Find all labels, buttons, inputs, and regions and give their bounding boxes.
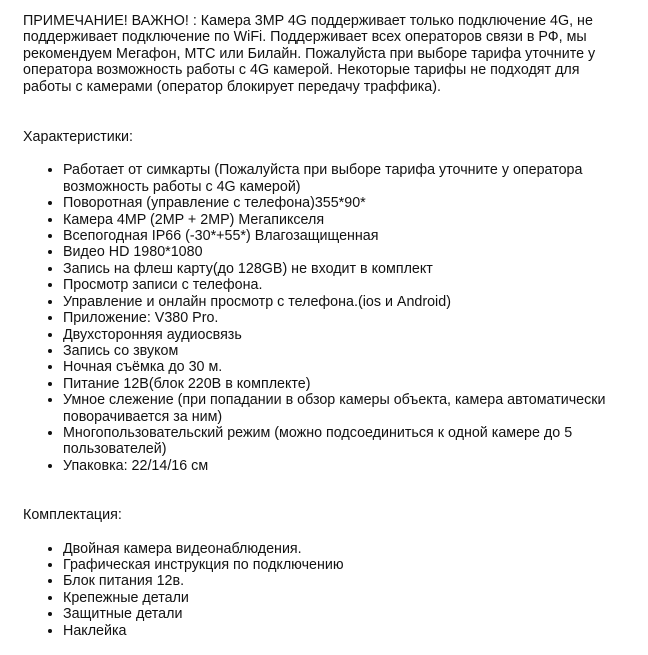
spec-item: • Приложение: V380 Pro. (63, 310, 608, 326)
kit-item: • Блок питания 12в. (63, 573, 608, 589)
spec-item: • Просмотр записи с телефона. (63, 277, 608, 293)
spec-item: • Работает от симкарты (Пожалуйста при выборе тарифа уточните у оператора возможность работы с 4G камерой) (63, 162, 608, 195)
specs-heading: Характеристики: (23, 129, 133, 146)
spec-item: • Всепогодная IP66 (-30*+55*) Влагозащищенная (63, 228, 608, 244)
spec-item: • Камера 4MP (2MP + 2MP) Мегапикселя (63, 212, 608, 228)
kit-item: • Двойная камера видеонаблюдения. (63, 541, 608, 557)
kit-heading: Комплектация: (23, 507, 122, 524)
spec-item: • Видео HD 1980*1080 (63, 244, 608, 260)
spec-item: • Упаковка: 22/14/16 см (63, 458, 608, 474)
kit-item: • Крепежные детали (63, 590, 608, 606)
kit-item: • Наклейка (63, 623, 608, 639)
spec-item: • Поворотная (управление с телефона)355*90* (63, 195, 608, 211)
spec-item: • Многопользовательский режим (можно подсоединиться к одной камере до 5 пользователей) (63, 425, 608, 458)
kit-item: • Защитные детали (63, 606, 608, 622)
kit-list (23, 541, 608, 639)
important-note: ПРИМЕЧАНИЕ! ВАЖНО! : Камера 3MP 4G поддерживает только подключение 4G, не поддерживает подключение по WiFi. Поддерживает всех операторов связи в РФ, мы рекомендуем Мегафон, МТС или Билайн. Пожалуйста при выборе тарифа уточните у оператора возможность работы с 4G камерой. Некоторые тарифы не подходят для работы с камерами (оператор блокирует передачу траффика). (23, 13, 596, 95)
spec-item: • Двухсторонняя аудиосвязь (63, 327, 608, 343)
spec-item: • Ночная съёмка до 30 м. (63, 359, 608, 375)
spec-item: • Запись со звуком (63, 343, 608, 359)
kit-item: • Графическая инструкция по подключению (63, 557, 608, 573)
spec-item: • Питание 12В(блок 220В в комплекте) (63, 376, 608, 392)
spec-item: • Запись на флеш карту(до 128GB) не входит в комплект (63, 261, 608, 277)
spec-item: • Умное слежение (при попадании в обзор камеры объекта, камера автоматически поворачивается за ним) (63, 392, 608, 425)
specs-list (23, 162, 608, 474)
spec-item: • Управление и онлайн просмотр с телефона.(ios и Android) (63, 294, 608, 310)
